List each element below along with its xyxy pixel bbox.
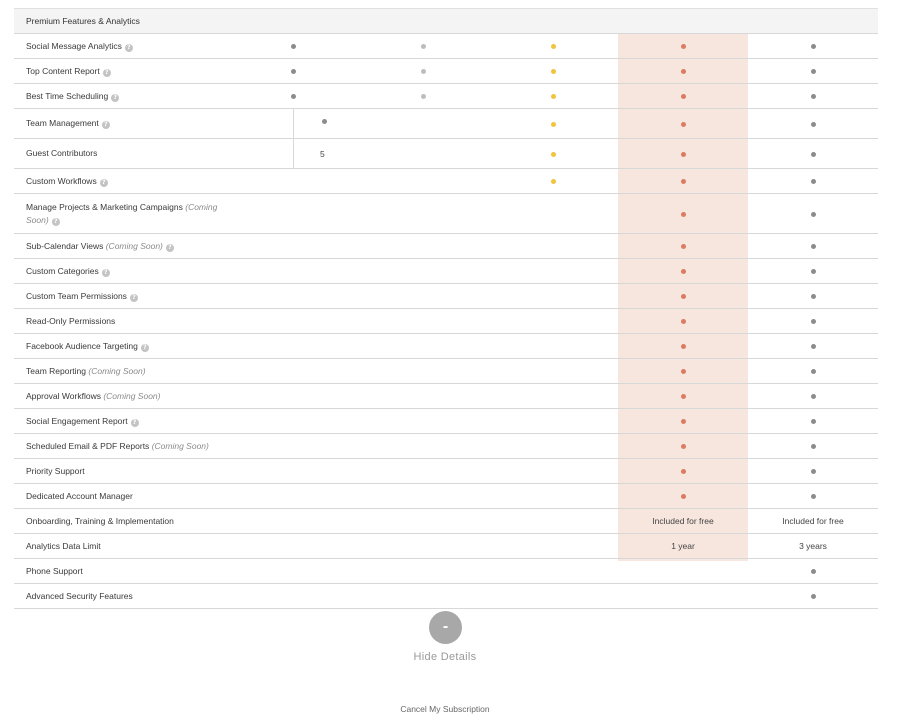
plan-value: Included for free bbox=[652, 516, 714, 526]
included-dot bbox=[681, 369, 686, 374]
included-dot bbox=[291, 94, 296, 99]
included-dot bbox=[551, 69, 556, 74]
table-row bbox=[14, 409, 878, 434]
feature-label: Manage Projects & Marketing Campaigns (Coming Soon) ? bbox=[26, 201, 218, 225]
column-divider bbox=[293, 109, 294, 138]
included-dot bbox=[811, 244, 816, 249]
included-dot bbox=[681, 212, 686, 217]
help-icon[interactable]: ? bbox=[131, 419, 139, 427]
table-row bbox=[14, 534, 878, 559]
table-row bbox=[14, 34, 878, 59]
feature-label: Guest Contributors bbox=[26, 148, 98, 158]
table-row bbox=[14, 139, 878, 169]
feature-label: Sub-Calendar Views (Coming Soon) ? bbox=[26, 234, 241, 258]
table-row bbox=[14, 309, 878, 334]
feature-label: Analytics Data Limit bbox=[26, 540, 101, 551]
plan-value: 3 years bbox=[799, 541, 827, 551]
feature-label: Top Content Report ? bbox=[26, 59, 241, 83]
feature-label: Social Engagement Report ? bbox=[26, 409, 241, 433]
included-dot bbox=[811, 94, 816, 99]
included-dot bbox=[681, 444, 686, 449]
table-row bbox=[14, 484, 878, 509]
table-row bbox=[14, 109, 878, 139]
help-icon[interactable]: ? bbox=[166, 244, 174, 252]
included-dot bbox=[551, 94, 556, 99]
plan-value: Included for free bbox=[782, 516, 844, 526]
section-title: Premium Features & Analytics bbox=[26, 16, 140, 26]
included-dot bbox=[811, 419, 816, 424]
included-dot bbox=[811, 569, 816, 574]
feature-label: Scheduled Email & PDF Reports (Coming Soon) bbox=[26, 440, 209, 451]
feature-label: Phone Support bbox=[26, 565, 83, 576]
feature-label: Best Time Scheduling ? bbox=[26, 84, 241, 108]
help-icon[interactable]: ? bbox=[125, 44, 133, 52]
table-row bbox=[14, 584, 878, 609]
hide-details-link[interactable]: Hide Details bbox=[413, 651, 477, 663]
included-dot bbox=[421, 44, 426, 49]
feature-label: Priority Support bbox=[26, 465, 85, 476]
included-dot bbox=[681, 494, 686, 499]
included-dot bbox=[811, 494, 816, 499]
help-icon[interactable]: ? bbox=[102, 269, 110, 277]
included-dot bbox=[551, 44, 556, 49]
table-row bbox=[14, 384, 878, 409]
table-row bbox=[14, 459, 878, 484]
table-row bbox=[14, 359, 878, 384]
included-dot bbox=[421, 94, 426, 99]
included-dot bbox=[681, 69, 686, 74]
section-header bbox=[14, 8, 878, 34]
included-dot bbox=[811, 344, 816, 349]
feature-label: Custom Team Permissions ? bbox=[26, 284, 241, 308]
cancel-subscription-link[interactable]: Cancel My Subscription bbox=[400, 704, 490, 714]
included-dot bbox=[811, 69, 816, 74]
help-icon[interactable]: ? bbox=[102, 121, 110, 129]
included-dot bbox=[811, 294, 816, 299]
feature-label: Social Message Analytics ? bbox=[26, 34, 241, 58]
feature-label: Dedicated Account Manager bbox=[26, 490, 133, 501]
table-row bbox=[14, 259, 878, 284]
included-dot bbox=[811, 44, 816, 49]
included-dot bbox=[811, 469, 816, 474]
included-dot bbox=[811, 319, 816, 324]
included-dot bbox=[811, 444, 816, 449]
collapse-details-button[interactable]: - bbox=[429, 611, 462, 644]
included-dot bbox=[681, 469, 686, 474]
table-row bbox=[14, 434, 878, 459]
included-dot bbox=[811, 152, 816, 157]
help-icon[interactable]: ? bbox=[52, 218, 60, 226]
table-row bbox=[14, 559, 878, 584]
feature-label: Approval Workflows (Coming Soon) bbox=[26, 390, 161, 401]
included-dot bbox=[811, 394, 816, 399]
included-dot bbox=[811, 212, 816, 217]
included-dot bbox=[681, 269, 686, 274]
table-row bbox=[14, 59, 878, 84]
table-row bbox=[14, 509, 878, 534]
included-dot bbox=[681, 394, 686, 399]
help-icon[interactable]: ? bbox=[111, 94, 119, 102]
included-dot bbox=[681, 44, 686, 49]
table-row bbox=[14, 334, 878, 359]
included-dot bbox=[681, 419, 686, 424]
included-dot bbox=[681, 344, 686, 349]
included-dot bbox=[811, 122, 816, 127]
included-dot bbox=[681, 319, 686, 324]
feature-label: Read-Only Permissions bbox=[26, 315, 116, 326]
feature-label: Onboarding, Training & Implementation bbox=[26, 515, 174, 526]
table-row bbox=[14, 284, 878, 309]
included-dot bbox=[291, 44, 296, 49]
included-dot bbox=[421, 69, 426, 74]
included-dot bbox=[551, 179, 556, 184]
help-icon[interactable]: ? bbox=[130, 294, 138, 302]
help-icon[interactable]: ? bbox=[100, 179, 108, 187]
guest-contributors-count: 5 bbox=[320, 148, 325, 159]
included-dot bbox=[681, 244, 686, 249]
feature-comparison-table bbox=[14, 8, 878, 609]
included-dot bbox=[811, 594, 816, 599]
included-dot bbox=[322, 119, 327, 124]
help-icon[interactable]: ? bbox=[141, 344, 149, 352]
feature-label: Advanced Security Features bbox=[26, 590, 133, 601]
included-dot bbox=[811, 269, 816, 274]
feature-label: Team Reporting (Coming Soon) bbox=[26, 365, 146, 376]
feature-label: Team Management ? bbox=[26, 109, 241, 138]
feature-label: Custom Workflows ? bbox=[26, 169, 241, 193]
included-dot bbox=[551, 152, 556, 157]
included-dot bbox=[681, 94, 686, 99]
included-dot bbox=[681, 179, 686, 184]
included-dot bbox=[681, 122, 686, 127]
included-dot bbox=[551, 122, 556, 127]
feature-label: Custom Categories ? bbox=[26, 259, 241, 283]
table-row bbox=[14, 194, 878, 234]
help-icon[interactable]: ? bbox=[103, 69, 111, 77]
plan-value: 1 year bbox=[671, 541, 695, 551]
included-dot bbox=[811, 179, 816, 184]
column-divider bbox=[293, 139, 294, 168]
table-row bbox=[14, 84, 878, 109]
included-dot bbox=[681, 294, 686, 299]
feature-label: Facebook Audience Targeting ? bbox=[26, 334, 241, 358]
included-dot bbox=[681, 152, 686, 157]
table-row bbox=[14, 234, 878, 259]
table-row bbox=[14, 169, 878, 194]
included-dot bbox=[291, 69, 296, 74]
included-dot bbox=[811, 369, 816, 374]
